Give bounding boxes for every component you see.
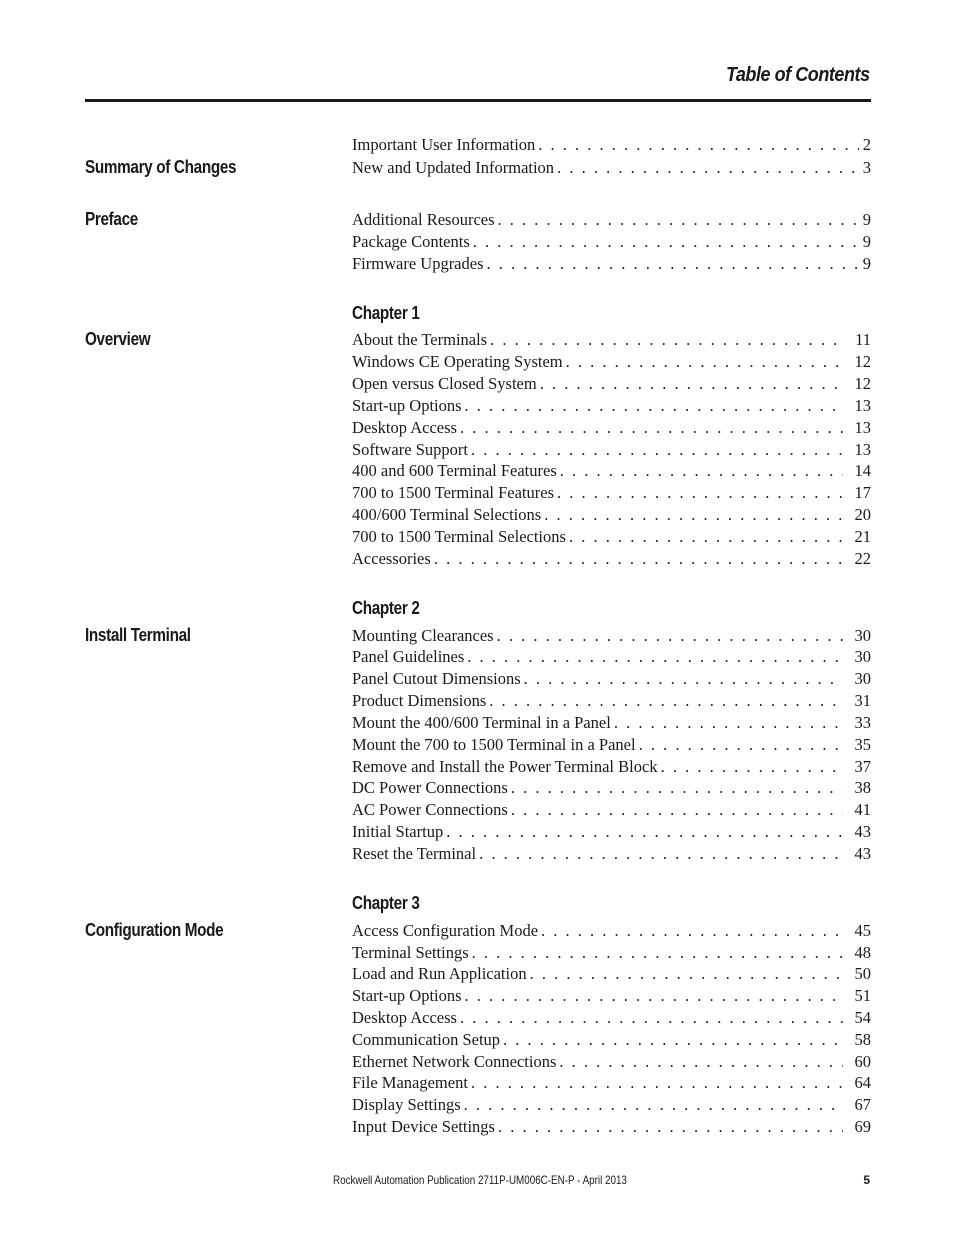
toc-entry-page: 54 (854, 1008, 871, 1027)
toc-entry-title: About the Terminals (352, 330, 488, 349)
toc-entry-title: Initial Startup (352, 822, 444, 841)
toc-leader-dots (468, 439, 843, 461)
toc-entry[interactable] (352, 351, 871, 373)
toc-entry[interactable] (352, 395, 871, 417)
toc-entry-page: 22 (854, 549, 871, 568)
toc-entry[interactable] (352, 734, 871, 756)
toc-entry-title: File Management (352, 1073, 468, 1092)
chapter-heading-2: Chapter 2 (352, 598, 420, 618)
toc-entry[interactable] (352, 439, 871, 461)
toc-leader-dots (563, 351, 843, 373)
toc-leader-dots (468, 1072, 843, 1094)
toc-entry-title: Additional Resources (352, 210, 495, 229)
toc-entry[interactable] (352, 1094, 871, 1116)
section-label-summary-of-changes: Summary of Changes (85, 157, 237, 177)
toc-leader-dots (535, 134, 858, 156)
toc-entry-title: Desktop Access (352, 418, 457, 437)
toc-entry[interactable] (352, 625, 871, 647)
toc-entry-page: 45 (854, 921, 871, 940)
toc-leader-dots (494, 625, 843, 647)
toc-entry-page: 30 (854, 626, 871, 645)
toc-leader-dots (556, 1051, 843, 1073)
toc-entry-title: Access Configuration Mode (352, 921, 539, 940)
toc-leader-dots (566, 526, 843, 548)
toc-leader-dots (495, 209, 859, 231)
toc-entry-page: 67 (854, 1095, 871, 1114)
toc-entry-page: 37 (854, 757, 871, 776)
toc-leader-dots (457, 417, 843, 439)
toc-entry-page: 48 (854, 943, 871, 962)
toc-entry[interactable] (352, 799, 871, 821)
toc-leader-dots (470, 231, 859, 253)
toc-entry[interactable] (352, 373, 871, 395)
toc-entry-title: Start-up Options (352, 986, 462, 1005)
toc-entry[interactable] (352, 646, 871, 668)
toc-entry-title: Desktop Access (352, 1008, 457, 1027)
toc-entry-page: 14 (854, 461, 871, 480)
toc-entry-page: 35 (854, 735, 871, 754)
toc-entry-page: 60 (854, 1052, 871, 1071)
toc-entry-page: 12 (854, 374, 871, 393)
toc-leader-dots (495, 1116, 843, 1138)
toc-entry[interactable] (352, 1029, 871, 1051)
toc-entry-page: 41 (854, 800, 871, 819)
toc-entry-title: Firmware Upgrades (352, 254, 484, 273)
toc-entry[interactable] (352, 1051, 871, 1073)
toc-entry-page: 21 (854, 527, 871, 546)
toc-entry[interactable] (352, 777, 871, 799)
toc-entry[interactable] (352, 1007, 871, 1029)
toc-entry-page: 13 (854, 440, 871, 459)
toc-entry-title: Panel Cutout Dimensions (352, 669, 521, 688)
toc-entry-title: Reset the Terminal (352, 844, 477, 863)
toc-entry-page: 11 (855, 330, 871, 349)
toc-entry-page: 13 (854, 396, 871, 415)
toc-leader-dots (508, 777, 843, 799)
toc-entry[interactable] (352, 329, 871, 351)
toc-entry-page: 58 (854, 1030, 871, 1049)
page-header-title: Table of Contents (726, 64, 870, 86)
toc-entry-page: 13 (854, 418, 871, 437)
toc-entry-title: 400 and 600 Terminal Features (352, 461, 557, 480)
toc-leader-dots (527, 963, 843, 985)
toc-entry[interactable] (352, 712, 871, 734)
toc-leader-dots (554, 482, 843, 504)
footer-publication: Rockwell Automation Publication 2711P-UM006C-EN-P - April 2013 (333, 1173, 627, 1187)
toc-leader-dots (443, 821, 843, 843)
toc-entry[interactable] (352, 756, 871, 778)
toc-entry-title: Input Device Settings (352, 1117, 495, 1136)
toc-entry-page: 50 (854, 964, 871, 983)
toc-entry-title: AC Power Connections (352, 800, 508, 819)
toc-entry-title: Software Support (352, 440, 468, 459)
chapter-heading-1: Chapter 1 (352, 303, 420, 323)
footer-page-number: 5 (863, 1173, 870, 1187)
toc-entry-page: 33 (854, 713, 871, 732)
toc-entry-page: 12 (854, 352, 871, 371)
toc-leader-dots (476, 843, 843, 865)
toc-entry-title: Panel Guidelines (352, 647, 465, 666)
toc-entry[interactable] (352, 1116, 871, 1138)
toc-entry-title: Accessories (352, 549, 431, 568)
toc-entry-title: Ethernet Network Connections (352, 1052, 557, 1071)
toc-entry[interactable] (352, 843, 871, 865)
toc-entry-page: 20 (854, 505, 871, 524)
toc-entry-page: 38 (854, 778, 871, 797)
toc-leader-dots (487, 329, 843, 351)
toc-entry-title: Mount the 700 to 1500 Terminal in a Panel (352, 735, 636, 754)
toc-leader-dots (538, 920, 843, 942)
toc-entry-title: DC Power Connections (352, 778, 508, 797)
toc-entry-page: 2 (862, 135, 871, 154)
toc-leader-dots (500, 1029, 843, 1051)
toc-entry[interactable] (352, 920, 871, 942)
toc-entry-page: 43 (854, 844, 871, 863)
toc-leader-dots (508, 799, 843, 821)
section-label-overview: Overview (85, 329, 151, 349)
toc-entry[interactable] (352, 821, 871, 843)
toc-entry[interactable] (352, 417, 871, 439)
toc-leader-dots (636, 734, 843, 756)
toc-entry[interactable] (352, 548, 871, 570)
toc-entry-title: Important User Information (352, 135, 536, 154)
toc-entry-title: 400/600 Terminal Selections (352, 505, 542, 524)
toc-entry-title: Mount the 400/600 Terminal in a Panel (352, 713, 611, 732)
toc-entry-page: 30 (854, 669, 871, 688)
toc-leader-dots (541, 504, 843, 526)
toc-entry-page: 31 (854, 691, 871, 710)
toc-entry-title: Open versus Closed System (352, 374, 537, 393)
toc-entry-page: 30 (854, 647, 871, 666)
toc-entry-important-user-information[interactable] (352, 134, 871, 156)
toc-leader-dots (461, 1094, 843, 1116)
toc-entry-title: 700 to 1500 Terminal Features (352, 483, 555, 502)
toc-entry-page: 17 (854, 483, 871, 502)
toc-entry-title: 700 to 1500 Terminal Selections (352, 527, 566, 546)
toc-entry[interactable] (352, 942, 871, 964)
toc-entry-page: 51 (854, 986, 871, 1005)
toc-entry-title: Package Contents (352, 232, 470, 251)
toc-entry-title: Display Settings (352, 1095, 461, 1114)
toc-entry[interactable] (352, 231, 871, 253)
toc-entry-title: New and Updated Information (352, 158, 555, 177)
toc-entry-page: 69 (854, 1117, 871, 1136)
toc-leader-dots (431, 548, 843, 570)
section-label-configuration-mode: Configuration Mode (85, 920, 224, 940)
toc-entry[interactable] (352, 253, 871, 275)
toc-leader-dots (486, 690, 843, 712)
toc-entry-title: Terminal Settings (352, 943, 469, 962)
toc-leader-dots (469, 942, 843, 964)
toc-entry[interactable] (352, 1072, 871, 1094)
chapter-heading-3: Chapter 3 (352, 893, 420, 913)
toc-leader-dots (457, 1007, 843, 1029)
toc-leader-dots (462, 395, 843, 417)
toc-entry[interactable] (352, 690, 871, 712)
toc-entry[interactable] (352, 963, 871, 985)
toc-entry-page: 3 (862, 158, 871, 177)
toc-leader-dots (464, 646, 843, 668)
toc-entry[interactable] (352, 526, 871, 548)
toc-leader-dots (484, 253, 859, 275)
toc-entry-new-and-updated-information[interactable] (352, 157, 871, 179)
toc-entry-page: 9 (862, 210, 871, 229)
toc-entry-page: 9 (862, 232, 871, 251)
toc-leader-dots (557, 460, 843, 482)
toc-entry[interactable] (352, 209, 871, 231)
toc-entry-title: Remove and Install the Power Terminal Block (352, 757, 658, 776)
toc-leader-dots (521, 668, 843, 690)
toc-leader-dots (554, 157, 859, 179)
toc-entry-title: Mounting Clearances (352, 626, 494, 645)
toc-entry[interactable] (352, 668, 871, 690)
toc-entry[interactable] (352, 985, 871, 1007)
toc-entry-title: Product Dimensions (352, 691, 487, 710)
section-label-install-terminal: Install Terminal (85, 625, 191, 645)
toc-leader-dots (462, 985, 843, 1007)
header-rule (85, 99, 871, 102)
section-label-preface: Preface (85, 209, 138, 229)
toc-entry-page: 64 (854, 1073, 871, 1092)
toc-entry[interactable] (352, 482, 871, 504)
toc-entry-title: Windows CE Operating System (352, 352, 563, 371)
toc-entry-title: Communication Setup (352, 1030, 501, 1049)
toc-entry-page: 43 (854, 822, 871, 841)
toc-entry-page: 9 (862, 254, 871, 273)
toc-leader-dots (611, 712, 843, 734)
toc-leader-dots (537, 373, 843, 395)
toc-entry[interactable] (352, 460, 871, 482)
toc-entry-title: Load and Run Application (352, 964, 527, 983)
toc-entry[interactable] (352, 504, 871, 526)
toc-entry-title: Start-up Options (352, 396, 462, 415)
toc-leader-dots (658, 756, 843, 778)
